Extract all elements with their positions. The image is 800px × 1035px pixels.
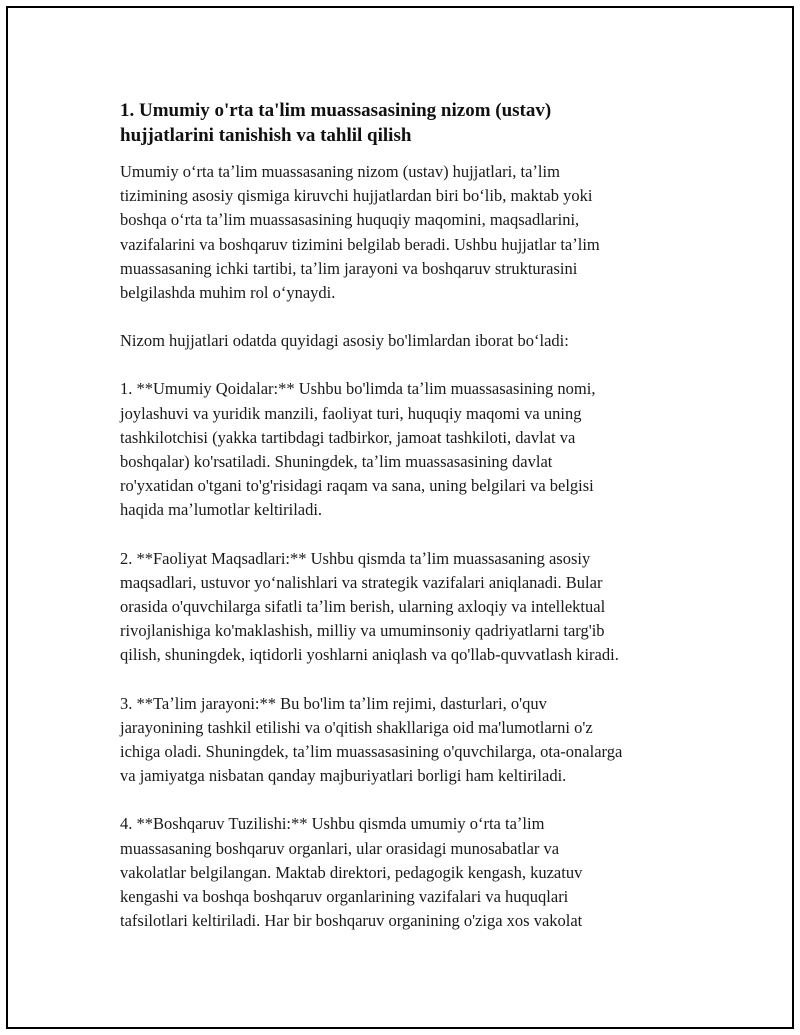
paragraph-activity-goals (120, 547, 700, 668)
section-heading (120, 98, 700, 148)
paragraph-line: ichiga oladi. Shuningdek, taʼlim muassasasining o'quvchilarga, ota-onalarga (120, 742, 623, 762)
paragraph-general-rules (120, 377, 700, 522)
paragraph-line: tashkilotchisi (yakka tartibdagi tadbirkor, jamoat tashkiloti, davlat va (120, 427, 576, 447)
paragraph-line: muassasaning boshqaruv organlari, ular orasidagi munosabatlar va (120, 838, 560, 858)
paragraph-line: Umumiy oʻrta taʼlim muassasaning nizom (ustav) hujjatlari, taʼlim (120, 162, 560, 181)
document-body (120, 98, 700, 957)
page-frame (6, 6, 794, 1029)
paragraph-sections-intro (120, 329, 700, 353)
paragraph-line: haqida maʼlumotlar keltiriladi. (120, 500, 323, 520)
paragraph-line: kengashi va boshqa boshqaruv organlarining vazifalari va huquqlari (120, 887, 569, 907)
paragraph-line: 3. **Taʼlim jarayoni:** Bu bo'lim taʼlim rejimi, dasturlari, o'quv (120, 693, 547, 713)
paragraph-line: tizimining asosiy qismiga kiruvchi hujjatlardan biri boʻlib, maktab yoki (120, 186, 593, 206)
paragraph-line: boshqa oʻrta taʼlim muassasasining huquqiy maqomini, maqsadlarini, (120, 210, 580, 230)
heading-line: 1. Umumiy o'rta ta'lim muassasasining nizom (ustav) (120, 100, 552, 121)
paragraph-management-structure (120, 812, 700, 933)
paragraph-line: jarayonining tashkil etilishi va o'qitish shakllariga oid ma'lumotlarni o'z (120, 717, 593, 737)
paragraph-line: rivojlanishiga ko'maklashish, milliy va umuminsoniy qadriyatlarni targ'ib (120, 621, 605, 641)
paragraph-line: vakolatlar belgilangan. Maktab direktori, pedagogik kengash, kuzatuv (120, 862, 583, 882)
paragraph-intro (120, 160, 700, 305)
paragraph-line: 1. **Umumiy Qoidalar:** Ushbu bo'limda taʼlim muassasasining nomi, (120, 379, 596, 399)
paragraph-line: boshqalar) ko'rsatiladi. Shuningdek, taʼlim muassasasining davlat (120, 452, 553, 472)
paragraph-line: 2. **Faoliyat Maqsadlari:** Ushbu qismda taʼlim muassasaning asosiy (120, 548, 591, 568)
paragraph-line: 4. **Boshqaruv Tuzilishi:** Ushbu qismda umumiy oʻrta taʼlim (120, 814, 545, 834)
paragraph-line: qilish, shuningdek, iqtidorli yoshlarni aniqlash va qo'llab-quvvatlash kiradi. (120, 645, 619, 665)
paragraph-line: joylashuvi va yuridik manzili, faoliyat turi, huquqiy maqomi va uning (120, 403, 582, 423)
paragraph-line: muassasaning ichki tartibi, taʼlim jarayoni va boshqaruv strukturasini (120, 258, 578, 278)
paragraph-line: va jamiyatga nisbatan qanday majburiyatlari borligi ham keltiriladi. (120, 766, 567, 786)
paragraph-line: ro'yxatidan o'tgani to'g'risidagi raqam va sana, uning belgilari va belgisi (120, 476, 594, 496)
heading-line: hujjatlarini tanishish va tahlil qilish (120, 125, 412, 146)
paragraph-line: tafsilotlari keltiriladi. Har bir boshqaruv organining o'ziga xos vakolat (120, 911, 583, 931)
paragraph-line: belgilashda muhim rol oʻynaydi. (120, 283, 336, 303)
paragraph-line: orasida o'quvchilarga sifatli taʼlim berish, ularning axloqiy va intellektual (120, 597, 606, 617)
paragraph-education-process (120, 692, 700, 789)
paragraph-line: maqsadlari, ustuvor yoʻnalishlari va strategik vazifalari aniqlanadi. Bular (120, 572, 603, 592)
paragraph-line: Nizom hujjatlari odatda quyidagi asosiy bo'limlardan iborat boʻladi: (120, 331, 569, 351)
paragraph-line: vazifalarini va boshqaruv tizimini belgilab beradi. Ushbu hujjatlar taʼlim (120, 234, 600, 254)
